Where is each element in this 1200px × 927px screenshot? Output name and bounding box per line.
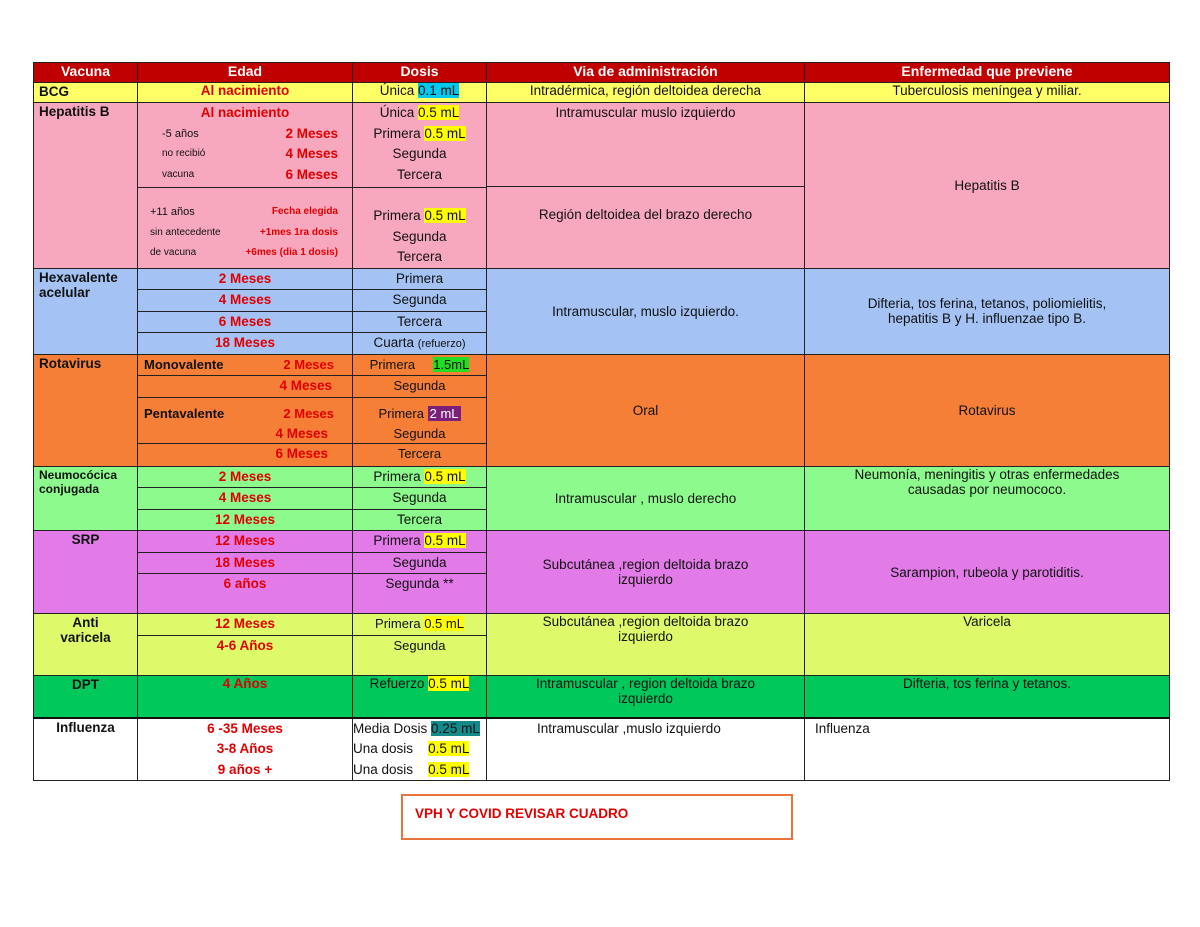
disease-cell: Rotavirus [805, 354, 1170, 466]
header-enfermedad: Enfermedad que previene [805, 63, 1170, 83]
disease-cell: Hepatitis B [805, 103, 1170, 269]
route-cell: Intramuscular muslo izquierdo Región deltoidea del brazo derecho [487, 103, 805, 269]
route-cell: Intramuscular, muslo izquierdo. [487, 268, 805, 354]
table-row-dpt [34, 676, 1170, 718]
disease-cell: Neumonía, meningitis y otras enfermedades causadas por neumococo. [805, 466, 1170, 531]
dose-cell: Única 0.5 mL Primera 0.5 mL Segunda Tercera Primera 0.5 mL Segunda Tercera [353, 103, 487, 269]
route-cell: Oral [487, 354, 805, 466]
route-cell: Intramuscular , muslo derecho [487, 466, 805, 531]
route-cell: Subcutánea ,region deltoida brazo izquierdo [487, 614, 805, 676]
age-cell: Al nacimiento [138, 83, 353, 103]
route-cell: Intradérmica, región deltoidea derecha [487, 83, 805, 103]
header-vacuna: Vacuna [34, 63, 138, 83]
dose-amount: 0.1 mL [418, 83, 460, 98]
age-cell: 6 -35 Meses 3-8 Años 9 años + [138, 718, 353, 781]
age-cell: Al nacimiento -5 años 2 Meses no recibió 4 Meses vacuna 6 Meses +11 años Fecha elegida sin antecedente +1mes 1ra dosis de vacuna +6mes (dia 1 dosis) [138, 103, 353, 269]
disease-cell: Influenza [805, 718, 1170, 781]
route-cell: Intramuscular , region deltoida brazo izquierdo [487, 676, 805, 718]
age-birth: Al nacimiento [200, 105, 290, 120]
table-row-bcg [34, 83, 1170, 103]
disease-cell: Tuberculosis meníngea y miliar. [805, 83, 1170, 103]
header-via: Via de administración [487, 63, 805, 83]
age-cell: 12 Meses 18 Meses 6 años [138, 531, 353, 614]
vaccine-table [33, 62, 1170, 781]
disease-cell: Sarampion, rubeola y parotiditis. [805, 531, 1170, 614]
dose-cell: Primera Segunda Tercera Cuarta (refuerzo) [353, 268, 487, 354]
vaccine-name: DPT [34, 676, 138, 718]
table-row-srp [34, 531, 1170, 614]
table-row-neumococica [34, 466, 1170, 531]
note-box [401, 794, 793, 840]
age-cell: 12 Meses 4-6 Años [138, 614, 353, 676]
disease-cell: Difteria, tos ferina y tetanos. [805, 676, 1170, 718]
header-dosis: Dosis [353, 63, 487, 83]
dose-cell: Única 0.1 mL [353, 83, 487, 103]
disease-cell: Varicela [805, 614, 1170, 676]
route-cell: Subcutánea ,region deltoida brazo izquierdo [487, 531, 805, 614]
dose-cell: Primera 0.5 mL Segunda [353, 614, 487, 676]
dose-cell: Primera 0.5 mL Segunda Segunda ** [353, 531, 487, 614]
vaccine-name: Neumocócica conjugada [34, 466, 138, 531]
dose-cell: Refuerzo 0.5 mL [353, 676, 487, 718]
table-row-hepatitis-b [34, 103, 1170, 269]
vaccine-name: Hepatitis B [34, 103, 138, 269]
table-row-hexavalente [34, 268, 1170, 354]
dose-cell: Primera 0.5 mL Segunda Tercera [353, 466, 487, 531]
age-cell: 2 Meses 4 Meses 12 Meses [138, 466, 353, 531]
dose-cell: Media Dosis 0.25 mL Una dosis 0.5 mL Una dosis 0.5 mL [353, 718, 487, 781]
note-text: VPH Y COVID REVISAR CUADRO [415, 806, 629, 821]
table-header-row [34, 63, 1170, 83]
age-cell: Monovalente 2 Meses 4 Meses Pentavalente 2 Meses 4 Meses 6 Meses [138, 354, 353, 466]
table-row-varicela [34, 614, 1170, 676]
age-cell: 2 Meses 4 Meses 6 Meses 18 Meses [138, 268, 353, 354]
vaccine-name: Influenza [34, 718, 138, 781]
table-row-influenza [34, 718, 1170, 781]
vaccine-name: Anti varicela [34, 614, 138, 676]
vaccine-name: Hexavalente acelular [34, 268, 138, 354]
dose-cell: Primera 1.5mL Segunda Primera 2 mL Segunda Tercera [353, 354, 487, 466]
vaccine-name: Rotavirus [34, 354, 138, 466]
disease-cell: Difteria, tos ferina, tetanos, poliomielitis, hepatitis B y H. influenzae tipo B. [805, 268, 1170, 354]
vaccine-name: SRP [34, 531, 138, 614]
header-edad: Edad [138, 63, 353, 83]
route-cell: Intramuscular ,muslo izquierdo [487, 718, 805, 781]
age-cell: 4 Años [138, 676, 353, 718]
vaccine-name: BCG [34, 83, 138, 103]
table-row-rotavirus [34, 354, 1170, 466]
